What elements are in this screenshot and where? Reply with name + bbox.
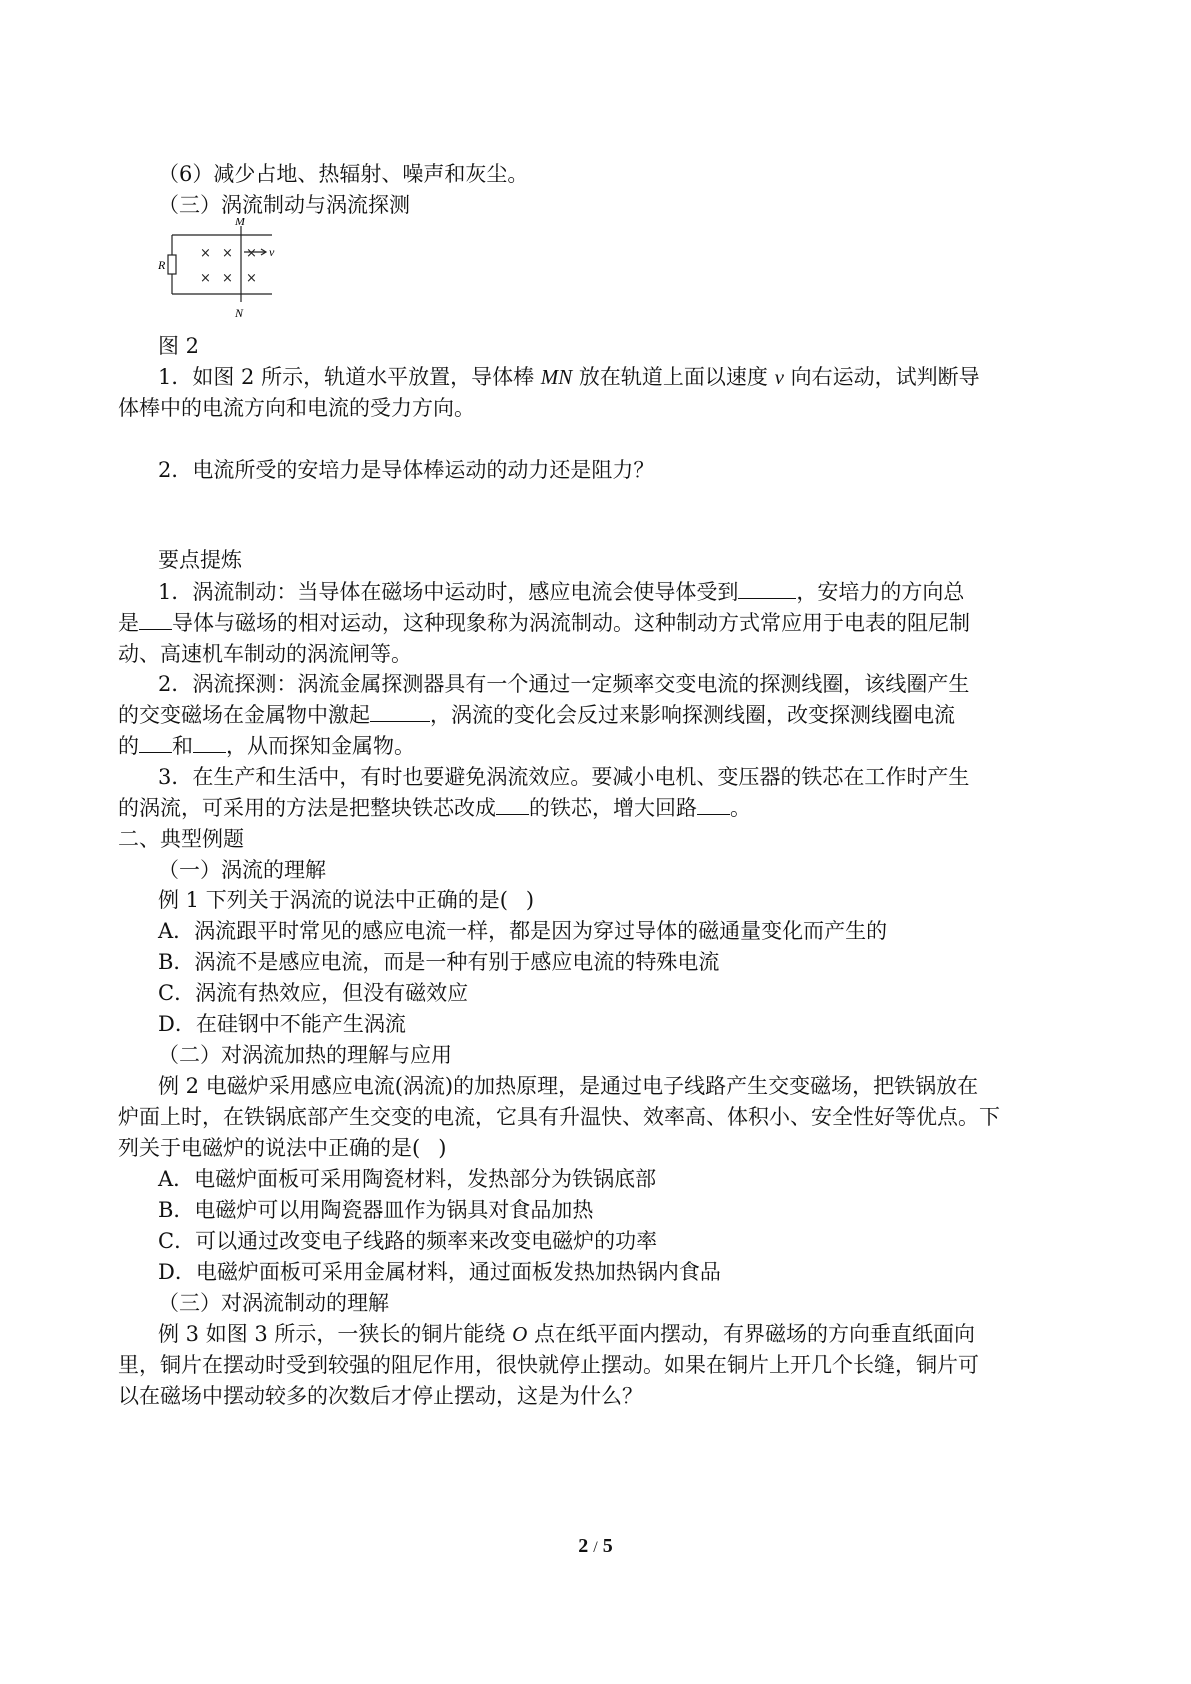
section-heading: 二、典型例题	[118, 827, 244, 851]
text-line: 以在磁场中摆动较多的次数后才停止摆动，这是为什么？	[118, 1384, 643, 1408]
figure-caption: 图 2	[158, 334, 200, 358]
subsection-heading: （三）涡流制动与涡流探测	[158, 193, 410, 217]
fill-blank[interactable]	[139, 609, 172, 630]
page-number: 2 / 5	[578, 1535, 613, 1557]
text-line: 的交变磁场在金属物中激起 ，涡流的变化会反过来影响探测线圈，改变探测线圈电流	[118, 703, 955, 727]
text-line: 列关于电磁炉的说法中正确的是( )	[118, 1136, 447, 1160]
field-cross-mark: ×	[246, 271, 257, 286]
text-line: 里，铜片在摆动时受到较强的阻尼作用，很快就停止摆动。如果在铜片上开几个长缝，铜片可	[118, 1353, 979, 1377]
label-r: R	[158, 258, 166, 272]
key-point-3: 3．在生产和生活中，有时也要避免涡流效应。要减小电机、变压器的铁芯在工作时产生	[158, 765, 970, 789]
option-c: C．涡流有热效应，但没有磁效应	[158, 981, 469, 1005]
example-3: 例 3 如图 3 所示，一狭长的铜片能绕 O 点在纸平面内摆动，有界磁场的方向垂直纸面向	[158, 1322, 975, 1346]
subsection-heading: （一）涡流的理解	[158, 858, 326, 882]
subsection-heading: （三）对涡流制动的理解	[158, 1291, 389, 1315]
fill-blank[interactable]	[370, 701, 430, 722]
text-line: 炉面上时，在铁锅底部产生交变的电流，它具有升温快、效率高、体积小、安全性好等优点。下	[118, 1105, 1000, 1129]
field-cross-mark: ×	[246, 246, 257, 261]
fill-blank[interactable]	[139, 732, 172, 753]
label-n: N	[235, 306, 244, 320]
key-points-title: 要点提炼	[158, 548, 242, 572]
text-line: 的涡流，可采用的方法是把整块铁芯改成 的铁芯，增大回路 。	[118, 796, 751, 820]
question-1: 1．如图 2 所示，轨道水平放置，导体棒 MN 放在轨道上面以速度 v 向右运动，试判断导	[158, 365, 980, 389]
label-v: v	[269, 245, 275, 259]
option-c: C．可以通过改变电子线路的频率来改变电磁炉的功率	[158, 1229, 658, 1253]
field-cross-mark: ×	[222, 271, 233, 286]
text-line: 动、高速机车制动的涡流闸等。	[118, 642, 412, 666]
example-1: 例 1 下列关于涡流的说法中正确的是( )	[158, 888, 535, 912]
option-b: B．电磁炉可以用陶瓷器皿作为锅具对食品加热	[158, 1198, 594, 1222]
fill-blank[interactable]	[496, 794, 529, 815]
field-cross-mark: ×	[200, 271, 211, 286]
option-d: D．在硅钢中不能产生涡流	[158, 1012, 406, 1036]
question-2: 2．电流所受的安培力是导体棒运动的动力还是阻力？	[158, 458, 655, 482]
label-m: M	[235, 218, 245, 228]
option-d: D．电磁炉面板可采用金属材料，通过面板发热加热锅内食品	[158, 1260, 721, 1284]
text-line: 是 导体与磁场的相对运动，这种现象称为涡流制动。这种制动方式常应用于电表的阻尼制	[118, 611, 970, 635]
option-b: B．涡流不是感应电流，而是一种有别于感应电流的特殊电流	[158, 950, 720, 974]
text-line: 的 和 ，从而探知金属物。	[118, 734, 415, 758]
text-line: 体棒中的电流方向和电流的受力方向。	[118, 396, 475, 420]
fill-blank[interactable]	[697, 794, 730, 815]
key-point-2: 2．涡流探测：涡流金属探测器具有一个通过一定频率交变电流的探测线圈，该线圈产生	[158, 672, 970, 696]
field-cross-mark: ×	[200, 246, 211, 261]
field-cross-mark: ×	[222, 246, 233, 261]
fill-blank[interactable]	[193, 732, 226, 753]
example-2: 例 2 电磁炉采用感应电流(涡流)的加热原理，是通过电子线路产生交变磁场，把铁锅放在	[158, 1074, 979, 1098]
text-line: （6）减少占地、热辐射、噪声和灰尘。	[158, 162, 529, 186]
subsection-heading: （二）对涡流加热的理解与应用	[158, 1043, 452, 1067]
option-a: A．涡流跟平时常见的感应电流一样，都是因为穿过导体的磁通量变化而产生的	[158, 919, 888, 943]
fill-blank[interactable]	[738, 578, 796, 599]
key-point-1: 1．涡流制动：当导体在磁场中运动时，感应电流会使导体受到 ，安培力的方向总	[158, 580, 965, 604]
option-a: A．电磁炉面板可采用陶瓷材料，发热部分为铁锅底部	[158, 1167, 657, 1191]
figure-2-circuit-diagram	[158, 218, 298, 322]
